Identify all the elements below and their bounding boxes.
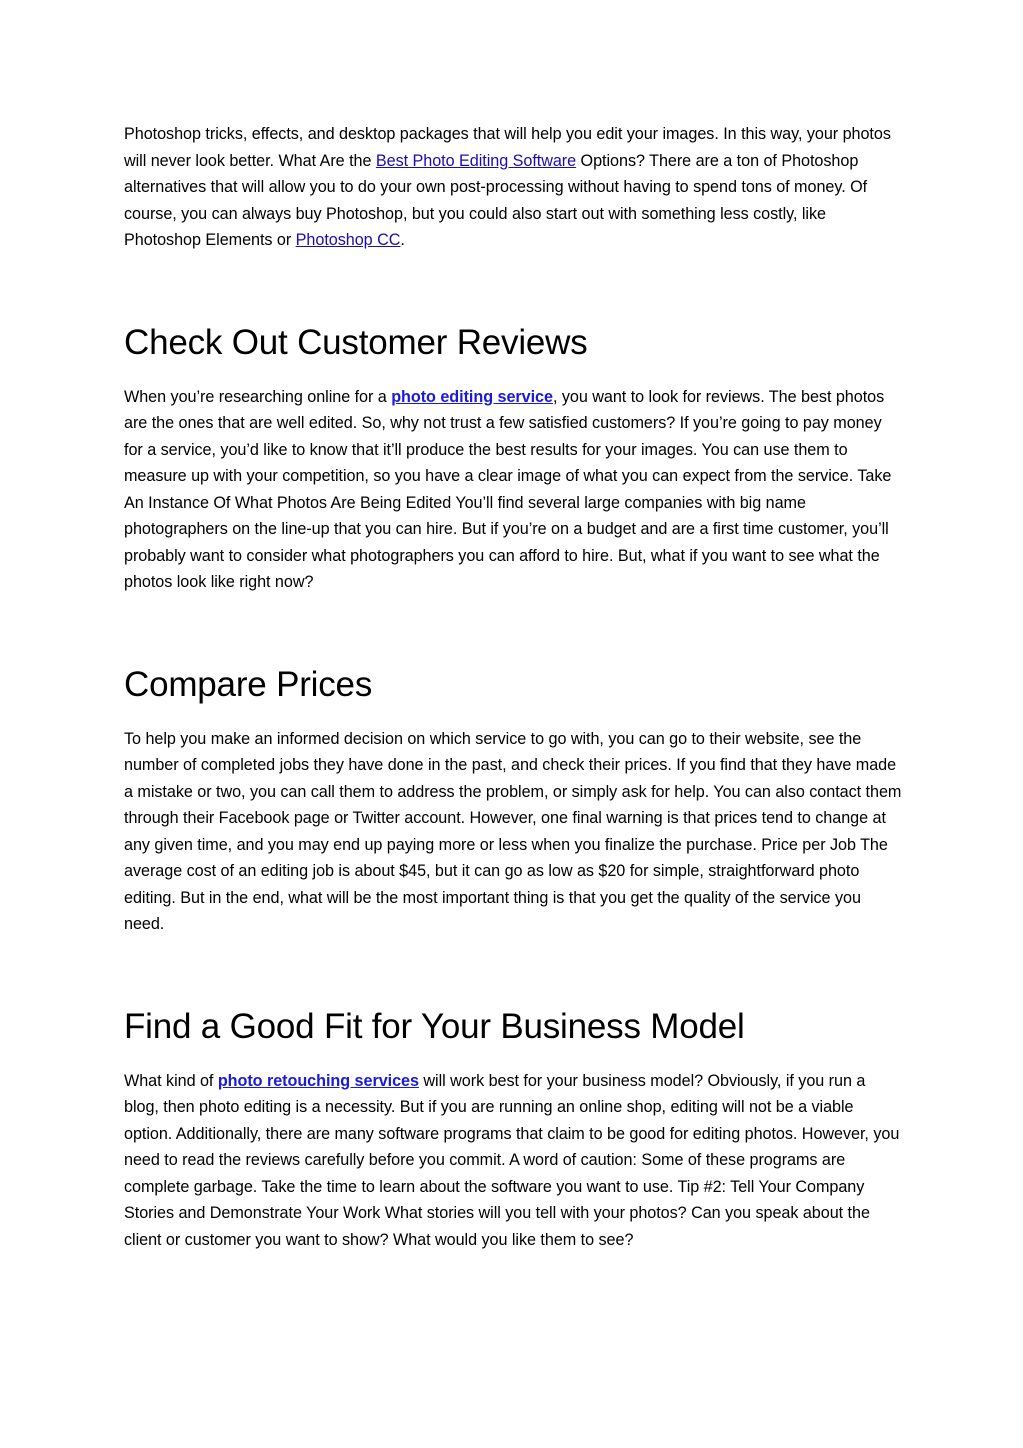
- best-photo-editing-software-link[interactable]: Best Photo Editing Software: [375, 151, 577, 170]
- photoshop-cc-link[interactable]: Photoshop CC: [295, 231, 401, 249]
- business-model-paragraph: [124, 1068, 902, 1254]
- photo-retouching-services-link[interactable]: photo retouching services: [217, 1071, 419, 1090]
- customer-reviews-heading: Check Out Customer Reviews: [124, 322, 588, 362]
- fit-text-1: What kind of: [124, 1071, 218, 1090]
- reviews-text-2: , you want to look for reviews. The best photos are the ones that are well edited. So, why not trust a few satisfied customers? If you’re going to pay money for a service, you’d like to know that it’ll produce the best results for your images. You can use them to measure up with your competition, so you have a clear image of what you can expect from the service. Take An Instance Of What Photos Are Being Edited You’ll find several large companies with big name photographers on the line-up that you can hire. But if you’re on a budget and are a first time customer, you’ll probably want to consider what photographers you can afford to hire. But, what if you want to see what the photos look like right now?: [124, 387, 892, 591]
- intro-text-3: .: [400, 231, 405, 249]
- customer-reviews-paragraph: [124, 384, 902, 596]
- intro-paragraph: [124, 121, 902, 254]
- intro-text-2: Options? There are a ton of Photoshop alternatives that will allow you to do your own post-processing without having to spend tons of money. Of course, you can always buy Photoshop, but you could also start out with something less costly, like Photoshop Elements or: [124, 151, 868, 249]
- business-model-heading: Find a Good Fit for Your Business Model: [124, 1006, 745, 1046]
- intro-text-1: Photoshop tricks, effects, and desktop packages that will help you edit your images. In this way, your photos will never look better. What Are the: [124, 125, 891, 170]
- document-page: [124, 121, 902, 1253]
- reviews-text-1: When you’re researching online for a: [124, 387, 392, 406]
- fit-text-2: will work best for your business model? Obviously, if you run a blog, then photo editing is a necessity. But if you are running an online shop, editing will not be a viable option. Additionally, there are many software programs that claim to be good for editing photos. However, you need to read the reviews carefully before you commit. A word of caution: Some of these programs are complete garbage. Take the time to learn about the software you want to use. Tip #2: Tell Your Company Stories and Demonstrate Your Work What stories will you tell with your photos? Can you speak about the client or customer you want to show? What would you like them to see?: [124, 1071, 900, 1249]
- compare-prices-paragraph: To help you make an informed decision on which service to go with, you can go to their website, see the number of completed jobs they have done in the past, and check their prices. If you find that they have made a mistake or two, you can call them to address the problem, or simply ask for help. You can also contact them through their Facebook page or Twitter account. However, one final warning is that prices tend to change at any given time, and you may end up paying more or less when you finalize the purchase. Price per Job The average cost of an editing job is about $45, but it can go as low as $20 for simple, straightforward photo editing. But in the end, what will be the most important thing is that you get the quality of the service you need.: [124, 729, 902, 933]
- photo-editing-service-link[interactable]: photo editing service: [391, 387, 553, 406]
- compare-prices-heading: Compare Prices: [124, 664, 373, 704]
